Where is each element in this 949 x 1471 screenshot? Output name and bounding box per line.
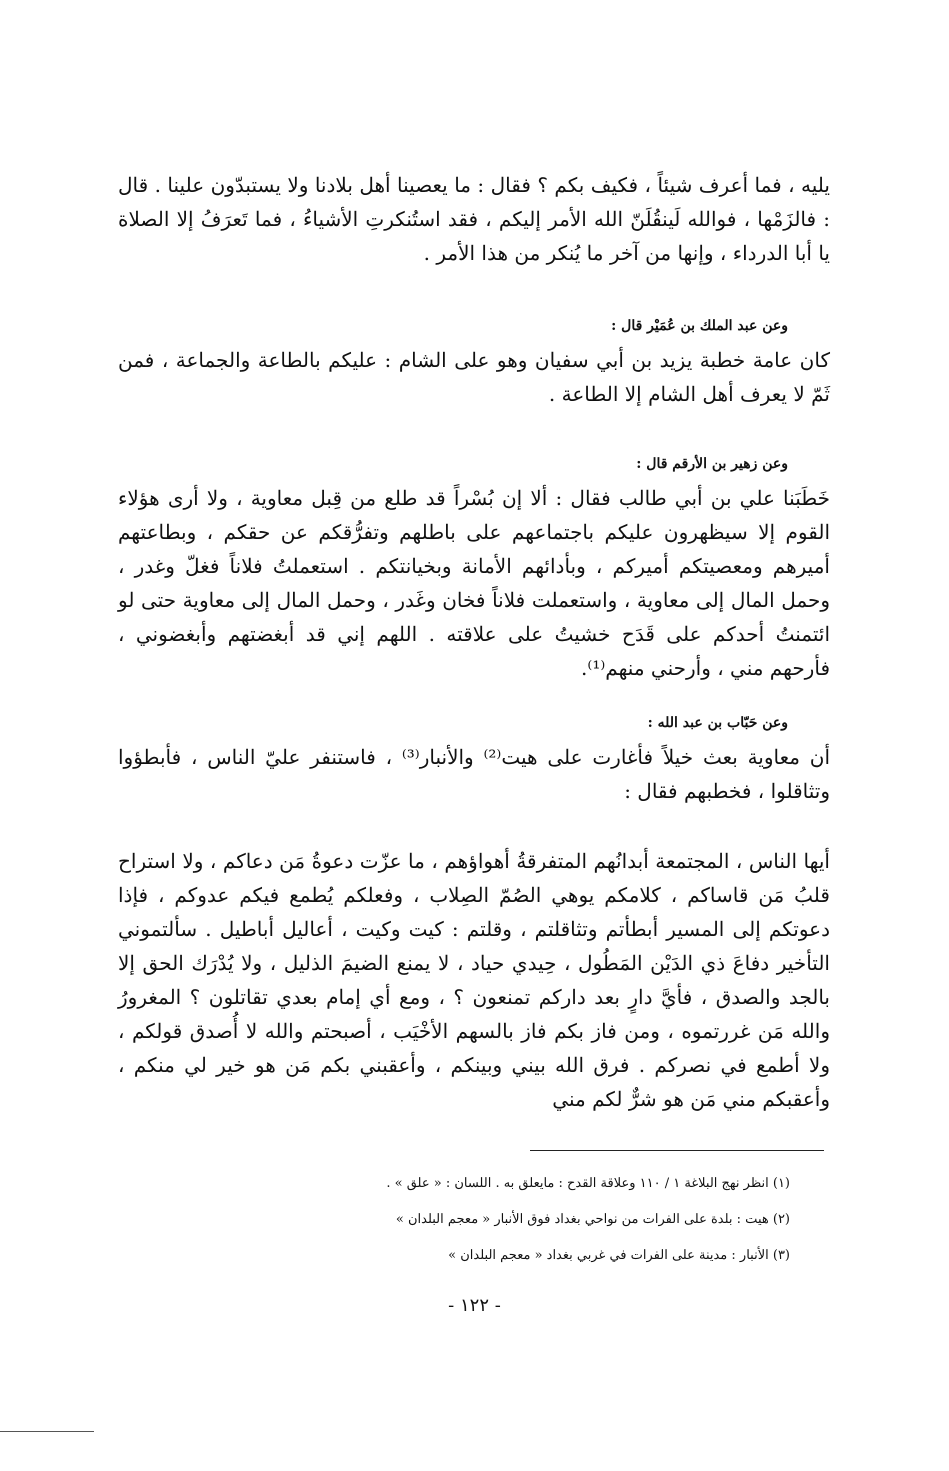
paragraph-yazid	[118, 343, 830, 411]
paragraph-opening	[118, 168, 830, 270]
heading-zuhair	[118, 454, 830, 474]
paragraph-text: أن معاوية بعث خيلاً فأغارت على هيت⁽²⁾ والأنبار⁽³⁾ ، فاستنفر عليّ الناس ، فأبطؤوا وتثاقلوا ، فخطبهم فقال :	[118, 745, 831, 803]
bottom-corner-line	[0, 1431, 94, 1432]
footnote-3: (٣) الأنبار : مدينة على الفرات في غربي بغداد « معجم البلدان »	[448, 1248, 790, 1263]
paragraph-text: كان عامة خطبة يزيد بن أبي سفيان وهو على الشام : عليكم بالطاعة والجماعة ، فمن ثَمّ لا يعرف أهل الشام إلا الطاعة .	[118, 348, 830, 406]
footnote-1: (١) انظر نهج البلاغة ١ / ١١٠ وعلاقة القدح : مايعلق به . اللسان : « علق » .	[386, 1176, 790, 1191]
heading-abd-al-malik	[118, 316, 830, 336]
footnotes	[250, 1166, 790, 1274]
paragraph-text: أيها الناس ، المجتمعة أبدانُهم المتفرقةُ أهواؤهم ، ما عزّت دعوةُ مَن دعاكم ، ولا استراح قلبُ مَن قاساكم ، كلامكم يوهي الصُمّ الصِلاب ، وفعلكم يُطمع فيكم عدوكم ، فإذا دعوتكم إلى المسير أبطأتم وتثاقلتم ، وقلتم : كيت وكيت ، أعاليل أباطيل . سألتموني التأخير دفاعَ ذي الدَيْن المَطُول ، حِيدي حياد ، لا يمنع الضيمَ الذليل ، ولا يُدْرَك الحق إلا بالجد والصدق ، فأيَّ دارٍ بعد داركم تمنعون ؟ ، ومع أي إمام بعدي تقاتلون ؟ المغرورُ والله مَن غررتموه ، ومن فاز بكم فاز بالسهم الأخْيَب ، أصبحتم والله لا أُصدق قولكم ، ولا أطمع في نصركم . فرق الله بيني وبينكم ، وأعقبني بكم مَن هو خير لي منكم ، وأعقبكم مني مَن هو شرٌّ لكم مني	[118, 849, 830, 1111]
page-number: - ١٢٢ -	[448, 1295, 501, 1316]
paragraph-ali-sermon-2	[118, 844, 830, 1116]
narrator-heading: وعن حَبّاب بن عبد الله :	[647, 715, 788, 731]
paragraph-ali-sermon-1	[118, 481, 830, 685]
paragraph-text: خَطَبَنا علي بن أبي طالب فقال : ألا إن بُسْراً قد طلع من قِبل معاوية ، ولا أرى هؤلاء القوم إلا سيظهرون عليكم باجتماعهم على باطلهم وتفرُّقكم عن حقكم ، وبطاعتهم أميرهم ومعصيتكم أميركم ، وبأدائهم الأمانة وبخيانتكم . استعملتُ فلاناً فغلّ وغدر ، وحمل المال إلى معاوية ، واستعملت فلاناً فخان وغَدر ، وحمل المال إلى معاوية حتى لو ائتمنتُ أحدكم على قَدَح خشيتُ على علاقته . اللهم إني قد أبغضتهم وأبغضوني ، فأرحهم مني ، وأرحني منهم⁽¹⁾.	[118, 486, 830, 680]
paragraph-text: يليه ، فما أعرف شيئاً ، فكيف بكم ؟ فقال : ما يعصينا أهل بلادنا ولا يستبدّون علينا . قال : فالزَمْها ، فوالله لَينقُلَنّ الله الأمر إليكم ، فقد استُنكرتِ الأشياءُ ، فما تَعرَفُ إلا الصلاة يا أبا الدرداء ، وإنها من آخر ما يُنكر من هذا الأمر .	[118, 173, 830, 265]
paragraph-muawiya-raid	[118, 740, 830, 808]
narrator-heading: وعن عبد الملك بن عُمَيْر قال :	[611, 318, 788, 334]
footnote-2: (٢) هيت : بلدة على الفرات من نواحي بغداد فوق الأنبار « معجم البلدان »	[395, 1212, 790, 1227]
narrator-heading: وعن زهير بن الأرقم قال :	[636, 456, 788, 472]
heading-habbab	[118, 713, 830, 733]
footnote-divider	[530, 1150, 824, 1151]
